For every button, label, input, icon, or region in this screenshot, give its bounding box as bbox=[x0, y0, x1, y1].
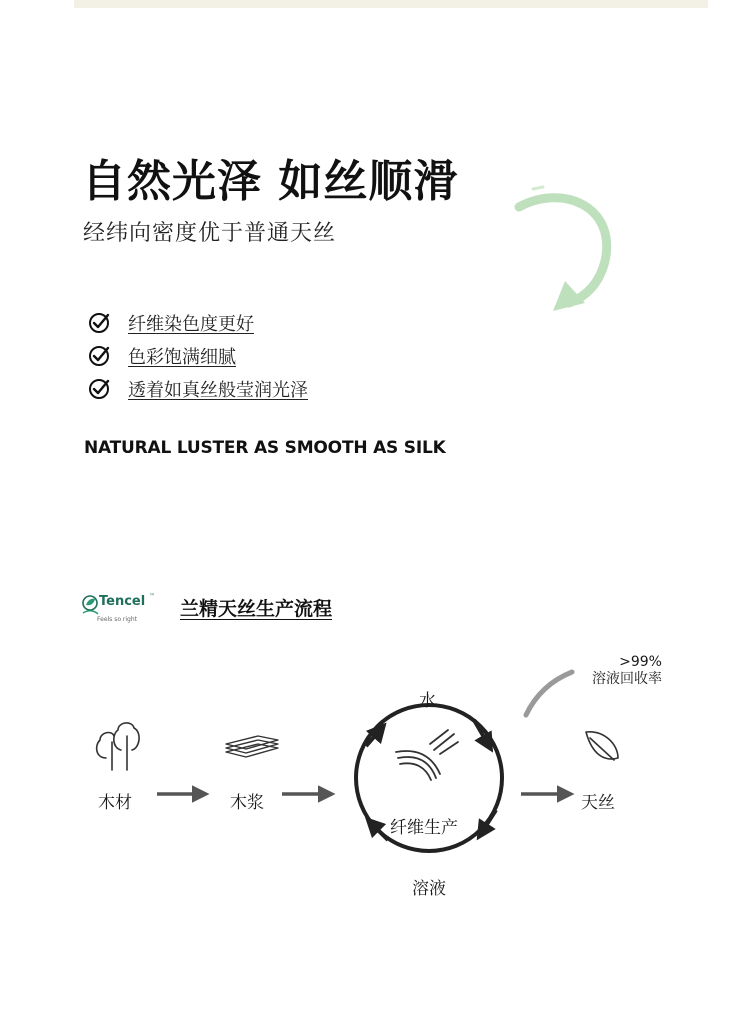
curved-arrow-icon bbox=[505, 185, 625, 320]
tree-icon bbox=[97, 723, 139, 770]
tencel-leaf-icon bbox=[82, 593, 99, 617]
top-band bbox=[74, 0, 708, 8]
recovery-rate bbox=[592, 654, 662, 688]
label-fiber-production: 纤维生产 bbox=[390, 818, 458, 838]
pulp-sheets-icon bbox=[226, 736, 278, 757]
tencel-tm: ™ bbox=[149, 593, 155, 600]
label-pulp: 木浆 bbox=[230, 793, 264, 813]
check-circle-icon bbox=[88, 345, 110, 367]
label-water: 水 bbox=[419, 691, 436, 711]
english-title: NATURAL LUSTER AS SMOOTH AS SILK bbox=[84, 438, 446, 458]
check-circle-icon bbox=[88, 378, 110, 400]
page-subtitle: 经纬向密度优于普通天丝 bbox=[83, 221, 337, 246]
tencel-logo bbox=[82, 592, 162, 626]
recovery-arc bbox=[526, 672, 572, 715]
recovery-rate-label: 溶液回收率 bbox=[592, 671, 662, 687]
label-solution: 溶液 bbox=[412, 879, 446, 899]
tencel-brand: Tencel bbox=[99, 594, 146, 609]
recovery-rate-value: >99% bbox=[619, 654, 662, 670]
fiber-lines-icon bbox=[396, 730, 458, 780]
feature-list bbox=[88, 306, 308, 405]
page-title: 自然光泽 如丝顺滑 bbox=[82, 156, 459, 207]
label-wood: 木材 bbox=[98, 793, 132, 813]
feature-item bbox=[88, 306, 308, 339]
check-circle-icon bbox=[88, 312, 110, 334]
feature-text: 色彩饱满细腻 bbox=[128, 346, 236, 368]
feature-text: 透着如真丝般莹润光泽 bbox=[128, 379, 308, 401]
feature-text: 纤维染色度更好 bbox=[128, 313, 254, 335]
feature-item bbox=[88, 372, 308, 405]
process-title: 兰精天丝生产流程 bbox=[180, 598, 333, 620]
label-tencel: 天丝 bbox=[581, 793, 615, 813]
feature-item bbox=[88, 339, 308, 372]
leaf-icon bbox=[586, 732, 618, 760]
tencel-tagline: Feels so right bbox=[97, 616, 138, 623]
